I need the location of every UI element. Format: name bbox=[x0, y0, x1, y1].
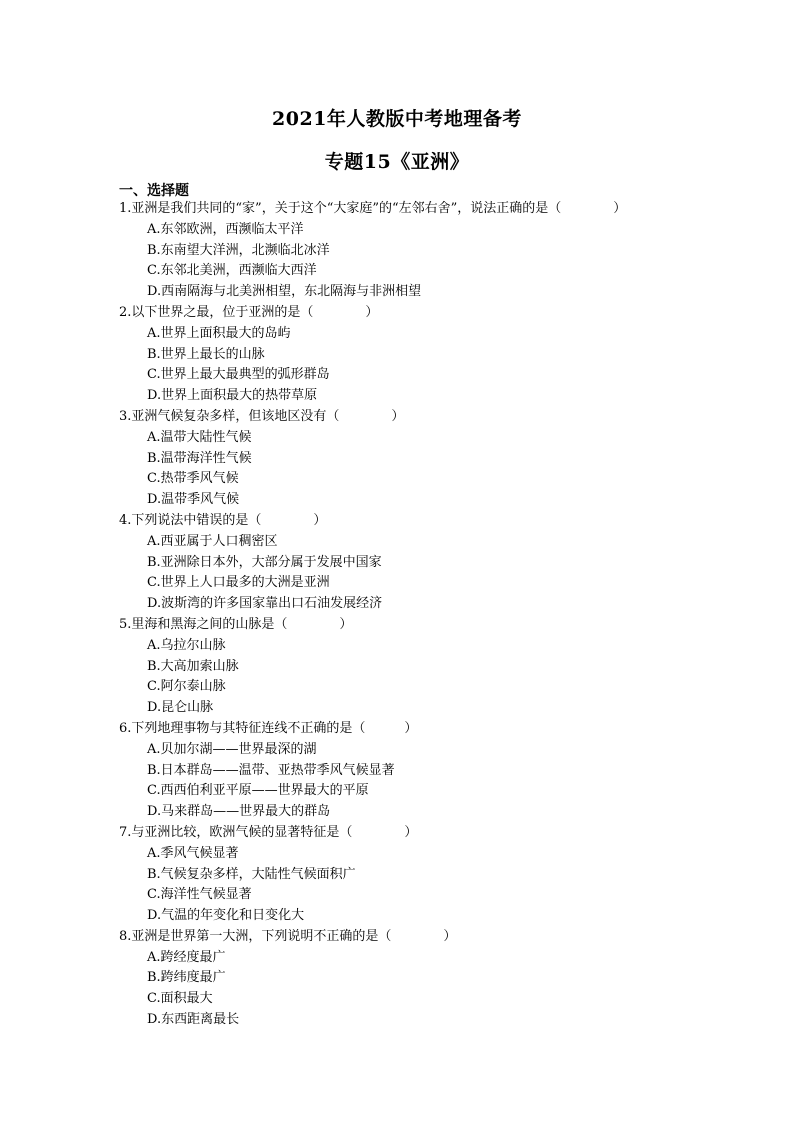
document-title: 2021年人教版中考地理备考 bbox=[272, 108, 522, 130]
question-stem: 6.下列地理事物与其特征连线不正确的是（ ） bbox=[119, 720, 418, 736]
question-stem: 4.下列说法中错误的是（ ） bbox=[119, 512, 327, 528]
option-b: B.世界上最长的山脉 bbox=[147, 346, 265, 362]
option-c: C.世界上最大最典型的弧形群岛 bbox=[147, 367, 330, 383]
option-b: B.日本群岛——温带、亚热带季风气候显著 bbox=[147, 762, 395, 778]
question-stem: 3.亚洲气候复杂多样，但该地区没有（ ） bbox=[119, 408, 405, 424]
question-stem: 7.与亚洲比较，欧洲气候的显著特征是（ ） bbox=[119, 824, 418, 840]
question bbox=[119, 199, 759, 303]
option-b: B.大高加索山脉 bbox=[147, 658, 239, 674]
option-d: D.世界上面积最大的热带草原 bbox=[147, 388, 318, 404]
option-b: B.气候复杂多样，大陆性气候面积广 bbox=[147, 866, 356, 882]
question-list bbox=[119, 199, 759, 1031]
option-a: A.季风气候显著 bbox=[147, 845, 239, 861]
option-b: B.温带海洋性气候 bbox=[147, 450, 252, 466]
option-b: B.东南望大洋洲，北濒临北冰洋 bbox=[147, 242, 330, 258]
question-stem: 5.里海和黑海之间的山脉是（ ） bbox=[119, 616, 353, 632]
option-c: C.阿尔泰山脉 bbox=[147, 679, 226, 695]
option-c: C.西西伯利亚平原——世界最大的平原 bbox=[147, 783, 369, 799]
option-a: A.乌拉尔山脉 bbox=[147, 637, 226, 653]
option-c: C.东邻北美洲，西濒临大西洋 bbox=[147, 263, 317, 279]
option-a: A.温带大陆性气候 bbox=[147, 429, 252, 445]
option-b: B.亚洲除日本外，大部分属于发展中国家 bbox=[147, 554, 382, 570]
question bbox=[119, 823, 759, 927]
option-d: D.温带季风气候 bbox=[147, 492, 240, 508]
option-d: D.气温的年变化和日变化大 bbox=[147, 908, 305, 924]
option-d: D.昆仑山脉 bbox=[147, 700, 214, 716]
question-stem: 2.以下世界之最，位于亚洲的是（ ） bbox=[119, 304, 379, 320]
question bbox=[119, 719, 759, 823]
question bbox=[119, 615, 759, 719]
document-subtitle: 专题15《亚洲》 bbox=[324, 151, 470, 173]
option-d: D.西南隔海与北美洲相望，东北隔海与非洲相望 bbox=[147, 284, 422, 300]
question bbox=[119, 927, 759, 1031]
section-heading: 一、选择题 bbox=[119, 183, 189, 199]
question bbox=[119, 511, 759, 615]
option-a: A.东邻欧洲，西濒临太平洋 bbox=[147, 221, 304, 237]
option-a: A.跨经度最广 bbox=[147, 949, 226, 965]
option-c: C.热带季风气候 bbox=[147, 471, 239, 487]
option-c: C.面积最大 bbox=[147, 991, 213, 1007]
option-a: A.贝加尔湖——世界最深的湖 bbox=[147, 741, 317, 757]
option-d: D.东西距离最长 bbox=[147, 1012, 240, 1028]
option-d: D.马来群岛——世界最大的群岛 bbox=[147, 804, 331, 820]
question bbox=[119, 407, 759, 511]
question bbox=[119, 303, 759, 407]
option-a: A.西亚属于人口稠密区 bbox=[147, 533, 278, 549]
option-d: D.波斯湾的许多国家靠出口石油发展经济 bbox=[147, 596, 383, 612]
option-b: B.跨纬度最广 bbox=[147, 970, 226, 986]
option-c: C.世界上人口最多的大洲是亚洲 bbox=[147, 575, 330, 591]
option-a: A.世界上面积最大的岛屿 bbox=[147, 325, 291, 341]
question-stem: 1.亚洲是我们共同的“家”，关于这个“大家庭”的“左邻右舍”，说法正确的是（ ） bbox=[119, 201, 627, 216]
question-stem: 8.亚洲是世界第一大洲，下列说明不正确的是（ ） bbox=[119, 928, 457, 944]
option-c: C.海洋性气候显著 bbox=[147, 887, 252, 903]
